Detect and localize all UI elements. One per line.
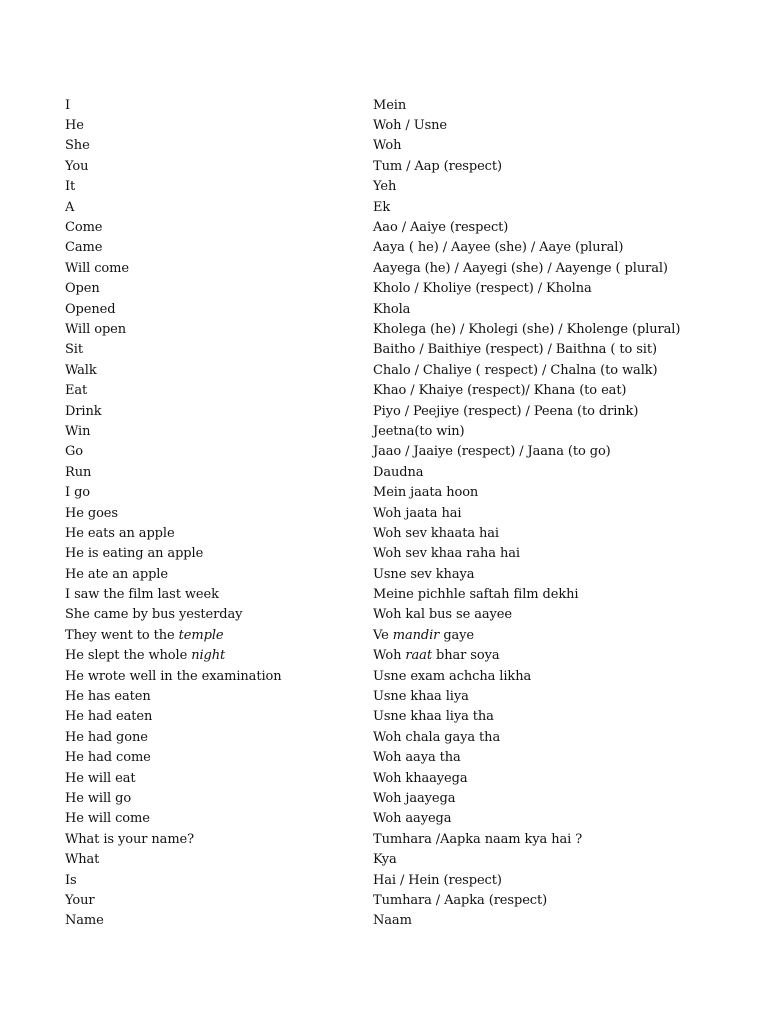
english-phrase: He had gone — [65, 729, 148, 745]
english-phrase: He will eat — [65, 770, 136, 786]
table-row — [65, 849, 725, 869]
hindi-phrase: Meine pichhle saftah film dekhi — [373, 587, 579, 603]
english-phrase: Eat — [65, 383, 88, 399]
english-phrase: He ate an apple — [65, 566, 168, 582]
english-phrase: Your — [65, 892, 95, 908]
hindi-phrase: Kholega (he) / Kholegi (she) / Kholenge (plural) — [373, 321, 681, 337]
hindi-phrase: Kya — [373, 852, 397, 868]
hindi-phrase-text: bhar soya — [431, 648, 500, 664]
phrase-table — [65, 95, 725, 931]
table-row — [65, 340, 725, 360]
english-phrase: He goes — [65, 505, 118, 521]
english-phrase: Will come — [65, 260, 129, 276]
english-phrase: Open — [65, 281, 100, 297]
hindi-phrase: Baitho / Baithiye (respect) / Baithna ( to sit) — [373, 342, 657, 358]
english-phrase: Drink — [65, 403, 102, 419]
table-row — [65, 523, 725, 543]
table-row — [65, 299, 725, 319]
table-row — [65, 829, 725, 849]
table-row — [65, 584, 725, 604]
hindi-phrase: Aaya ( he) / Aayee (she) / Aaye (plural) — [373, 240, 624, 256]
hindi-phrase: Hai / Hein (respect) — [373, 872, 502, 888]
english-phrase: He had eaten — [65, 709, 153, 725]
english-phrase: He will go — [65, 790, 132, 806]
hindi-phrase: Khola — [373, 301, 411, 317]
hindi-phrase: Tum / Aap (respect) — [373, 158, 502, 174]
hindi-phrase: Tumhara /Aapka naam kya hai ? — [373, 831, 583, 847]
hindi-phrase: Usne khaa liya tha — [373, 709, 494, 725]
hindi-phrase: Mein — [373, 97, 407, 113]
table-row — [65, 890, 725, 910]
table-row — [65, 748, 725, 768]
english-phrase: Name — [65, 913, 104, 929]
hindi-phrase: Woh chala gaya tha — [373, 729, 501, 745]
english-phrase: A — [65, 199, 75, 215]
hindi-phrase-text: Ve — [373, 627, 393, 643]
hindi-phrase: Woh sev khaata hai — [373, 525, 499, 541]
table-row — [65, 646, 725, 666]
hindi-phrase — [373, 648, 500, 663]
table-row — [65, 686, 725, 706]
hindi-phrase: Woh kal bus se aayee — [373, 607, 512, 623]
english-phrase: I go — [65, 485, 91, 501]
hindi-phrase: Woh sev khaa raha hai — [373, 546, 520, 562]
hindi-phrase-emphasis: mandir — [392, 627, 440, 643]
english-phrase: I saw the film last week — [65, 587, 219, 603]
english-phrase-emphasis: temple — [178, 627, 224, 643]
table-row — [65, 911, 725, 931]
table-row — [65, 319, 725, 339]
english-phrase: What is your name? — [65, 831, 195, 847]
english-phrase: It — [65, 179, 76, 195]
table-row — [65, 197, 725, 217]
english-phrase-text: They went to the — [65, 627, 179, 643]
table-row — [65, 768, 725, 788]
english-phrase: I — [65, 97, 71, 113]
table-row — [65, 503, 725, 523]
hindi-phrase: Woh aaya tha — [373, 750, 461, 766]
english-phrase: You — [65, 158, 89, 174]
english-phrase: Opened — [65, 301, 116, 317]
table-row — [65, 625, 725, 645]
table-row — [65, 544, 725, 564]
table-row — [65, 360, 725, 380]
table-row — [65, 279, 725, 299]
hindi-phrase: Daudna — [373, 464, 424, 480]
hindi-phrase: Woh jaayega — [373, 790, 456, 806]
hindi-phrase: Usne khaa liya — [373, 689, 469, 705]
english-phrase: He has eaten — [65, 689, 151, 705]
table-row — [65, 727, 725, 747]
hindi-phrase: Woh jaata hai — [373, 505, 462, 521]
table-row — [65, 115, 725, 135]
hindi-phrase: Jaao / Jaaiye (respect) / Jaana (to go) — [373, 444, 611, 460]
table-row — [65, 156, 725, 176]
english-phrase: Walk — [65, 362, 97, 378]
english-phrase: She — [65, 138, 90, 154]
english-phrase: Sit — [65, 342, 83, 358]
english-phrase: He wrote well in the examination — [65, 668, 282, 684]
table-row — [65, 401, 725, 421]
table-row — [65, 564, 725, 584]
hindi-phrase-text: Woh — [373, 648, 406, 664]
hindi-phrase: Usne sev khaya — [373, 566, 475, 582]
hindi-phrase: Usne exam achcha likha — [373, 668, 532, 684]
english-phrase: Win — [65, 423, 91, 439]
hindi-phrase-text: gaye — [439, 627, 475, 643]
hindi-phrase: Woh khaayega — [373, 770, 468, 786]
hindi-phrase-emphasis: raat — [405, 648, 432, 664]
english-phrase: Run — [65, 464, 92, 480]
hindi-phrase: Piyo / Peejiye (respect) / Peena (to drink) — [373, 403, 639, 419]
english-phrase: Go — [65, 444, 84, 460]
hindi-phrase: Naam — [373, 913, 412, 929]
hindi-phrase: Ek — [373, 199, 391, 215]
hindi-phrase: Tumhara / Aapka (respect) — [373, 892, 548, 908]
hindi-phrase: Jeetna(to win) — [373, 423, 465, 439]
table-row — [65, 666, 725, 686]
english-phrase: He eats an apple — [65, 525, 175, 541]
table-row — [65, 136, 725, 156]
table-row — [65, 177, 725, 197]
hindi-phrase: Woh — [373, 138, 402, 154]
english-phrase: Came — [65, 240, 103, 256]
hindi-phrase: Yeh — [373, 179, 397, 195]
english-phrase-text: He slept the whole — [65, 648, 192, 664]
table-row — [65, 421, 725, 441]
hindi-phrase: Aayega (he) / Aayegi (she) / Aayenge ( plural) — [373, 260, 668, 276]
english-phrase: What — [65, 852, 100, 868]
english-phrase — [65, 628, 373, 643]
table-row — [65, 380, 725, 400]
english-phrase — [65, 648, 373, 663]
table-row — [65, 809, 725, 829]
english-phrase: He had come — [65, 750, 151, 766]
table-row — [65, 462, 725, 482]
table-row — [65, 788, 725, 808]
hindi-phrase: Mein jaata hoon — [373, 485, 479, 501]
hindi-phrase: Khao / Khaiye (respect)/ Khana (to eat) — [373, 383, 627, 399]
english-phrase: He — [65, 118, 84, 134]
hindi-phrase: Chalo / Chaliye ( respect) / Chalna (to walk) — [373, 362, 658, 378]
table-row — [65, 442, 725, 462]
hindi-phrase: Kholo / Kholiye (respect) / Kholna — [373, 281, 592, 297]
table-row — [65, 95, 725, 115]
hindi-phrase: Woh / Usne — [373, 118, 448, 134]
hindi-phrase: Woh aayega — [373, 811, 452, 827]
english-phrase: He is eating an apple — [65, 546, 204, 562]
table-row — [65, 482, 725, 502]
table-row — [65, 258, 725, 278]
table-row — [65, 217, 725, 237]
english-phrase: Is — [65, 872, 77, 888]
table-row — [65, 605, 725, 625]
english-phrase: She came by bus yesterday — [65, 607, 243, 623]
english-phrase-emphasis: night — [191, 648, 226, 664]
table-row — [65, 870, 725, 890]
english-phrase: Will open — [65, 321, 127, 337]
english-phrase: Come — [65, 220, 103, 236]
table-row — [65, 707, 725, 727]
english-phrase: He will come — [65, 811, 150, 827]
table-row — [65, 238, 725, 258]
hindi-phrase — [373, 628, 474, 643]
hindi-phrase: Aao / Aaiye (respect) — [373, 220, 509, 236]
